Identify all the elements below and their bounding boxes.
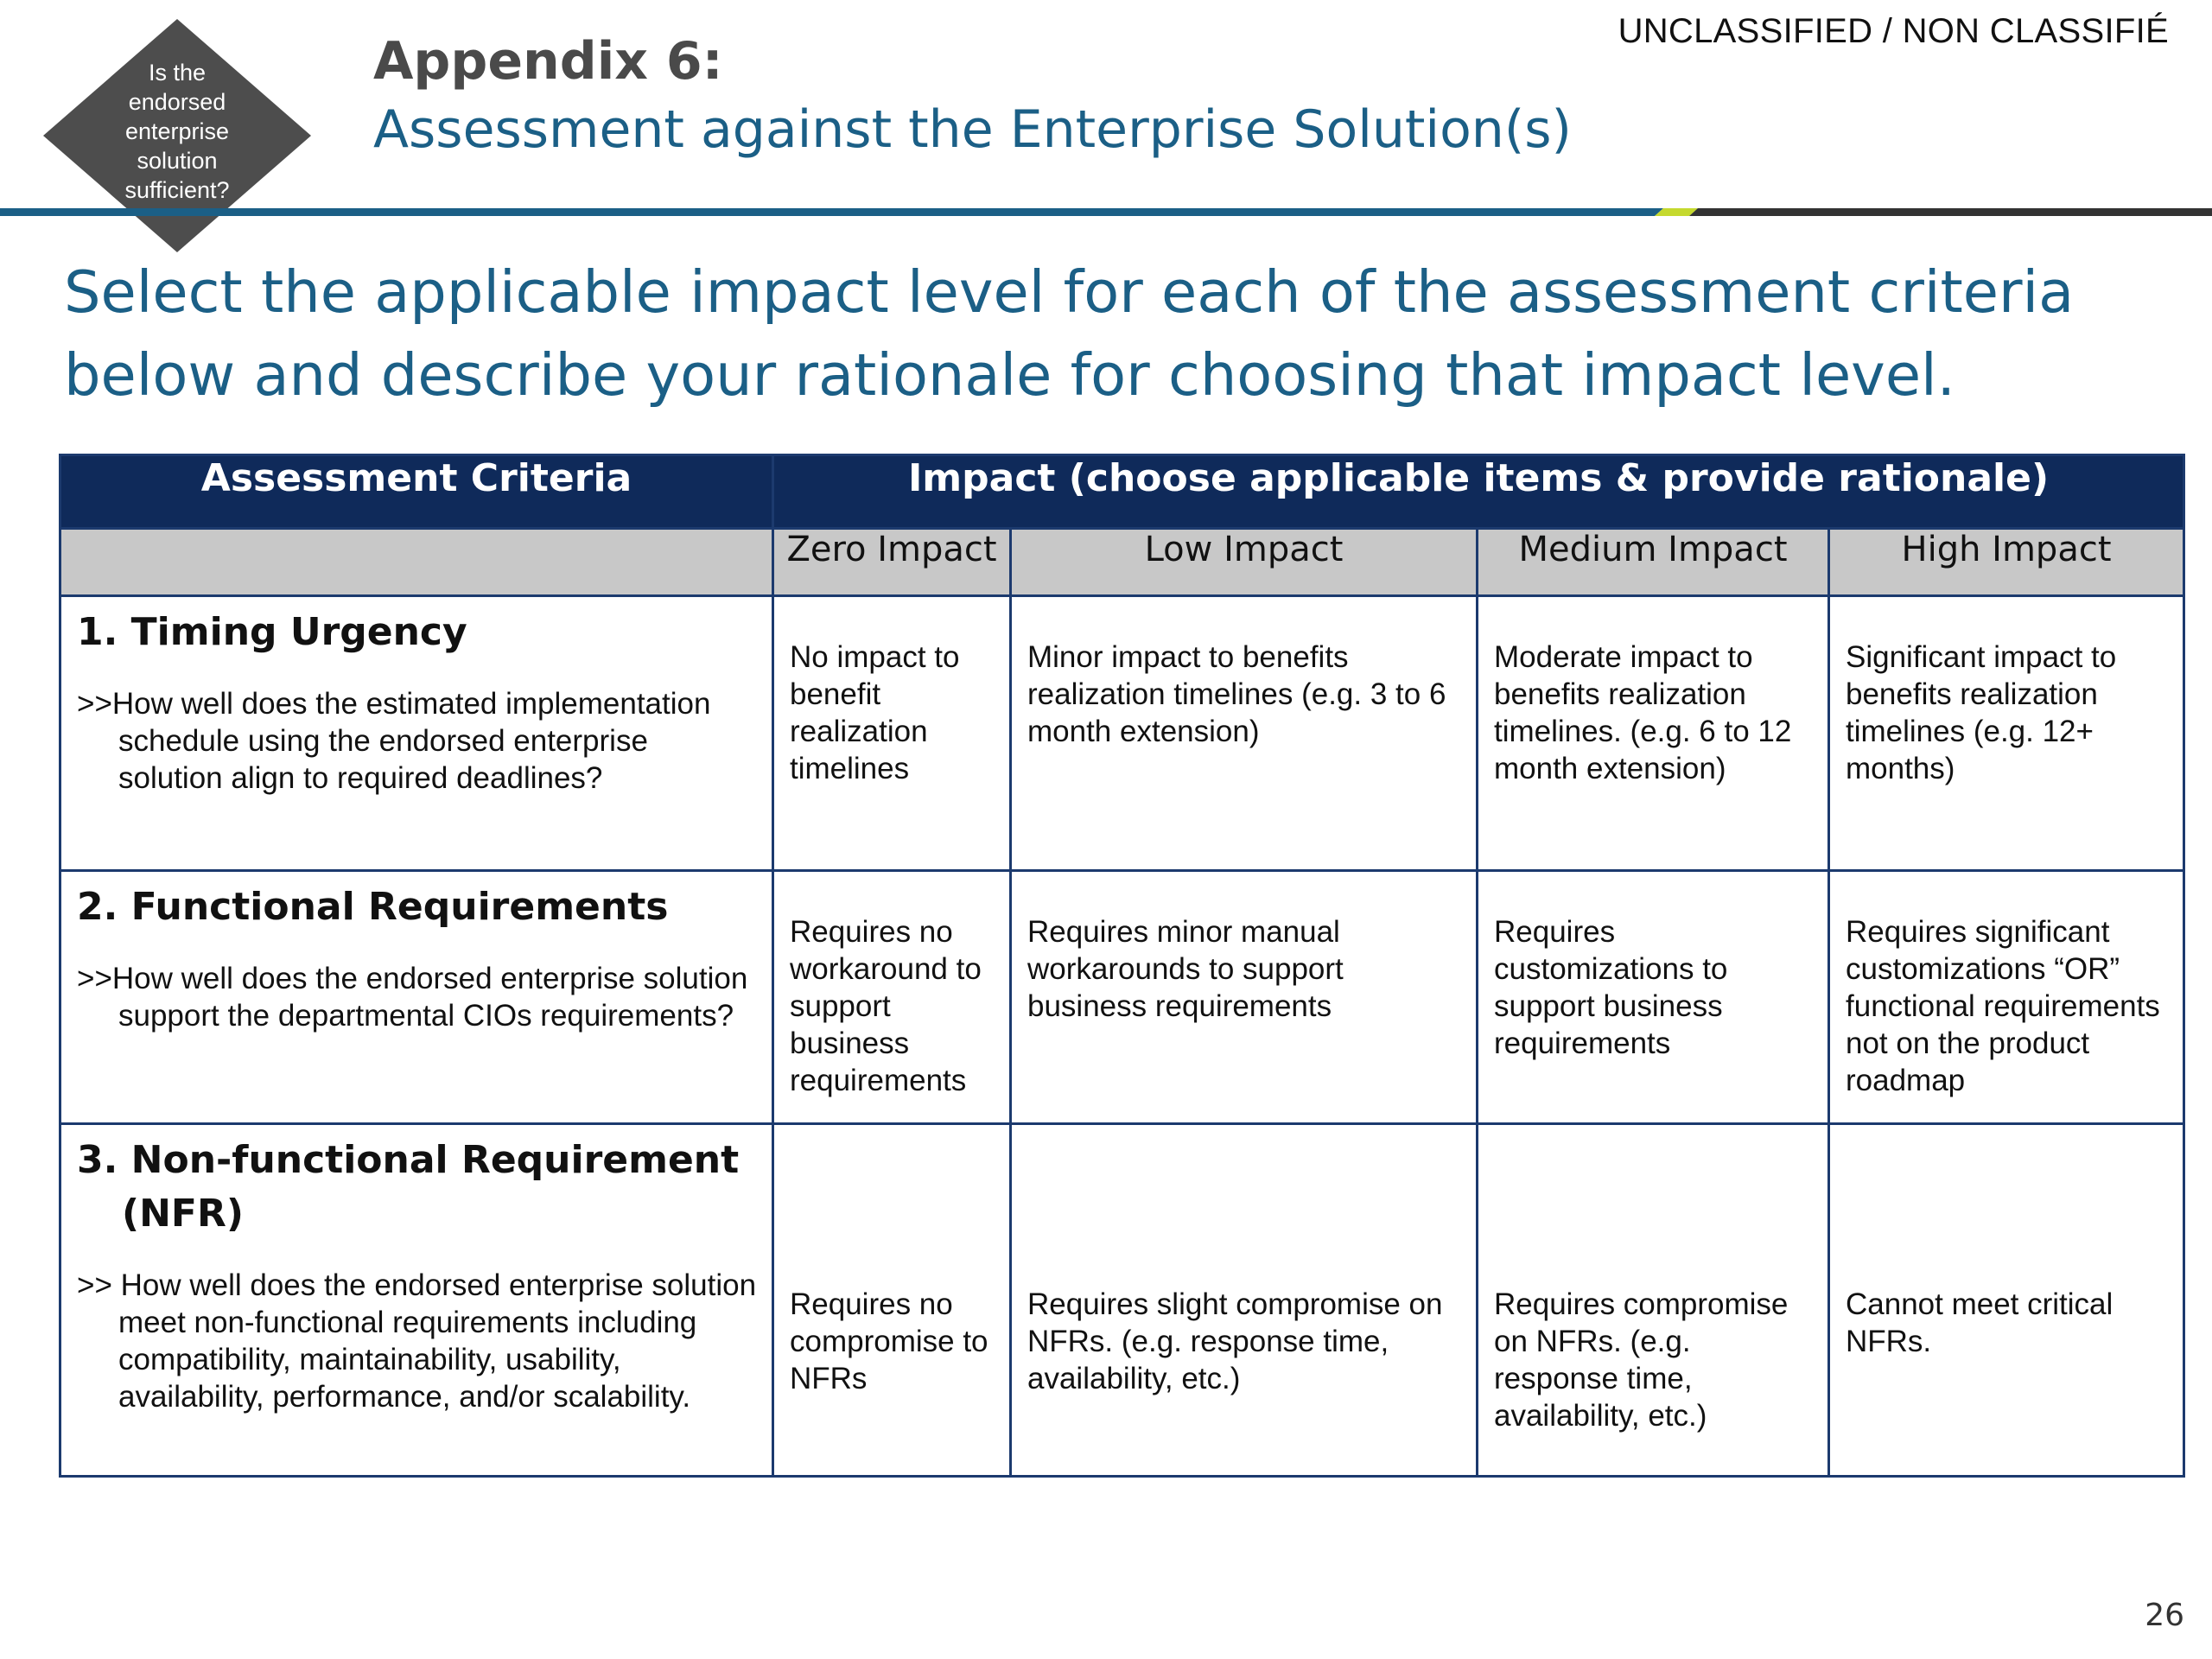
impact-medium-cell: Requires compromise on NFRs. (e.g. response time, availability, etc.) bbox=[1478, 1124, 1829, 1477]
criterion-cell bbox=[60, 871, 773, 1124]
impact-high-cell: Requires significant customizations “OR” functional requirements not on the product roadmap bbox=[1829, 871, 2184, 1124]
criterion-question: >>How well does the endorsed enterprise solution support the departmental CIOs requirements? bbox=[77, 962, 748, 1033]
impact-zero-cell: Requires no compromise to NFRs bbox=[773, 1124, 1011, 1477]
criterion-number: 2. bbox=[77, 885, 118, 929]
criterion-name: Functional Requirements bbox=[130, 885, 669, 929]
criterion-cell bbox=[60, 1124, 773, 1477]
criterion-question: >> How well does the endorsed enterprise solution meet non-functional requirements including compatibility, maintainability, usability, availability, performance, and/or scalability. bbox=[77, 1268, 757, 1414]
impact-medium-cell: Requires customizations to support business requirements bbox=[1478, 871, 1829, 1124]
header-rule bbox=[0, 204, 2212, 221]
impact-high-cell: Cannot meet critical NFRs. bbox=[1829, 1124, 2184, 1477]
diamond-line: sufficient? bbox=[124, 177, 230, 203]
impact-zero-cell: Requires no workaround to support business requirements bbox=[773, 871, 1011, 1124]
impact-low-cell: Requires minor manual workarounds to support business requirements bbox=[1011, 871, 1478, 1124]
diamond-text bbox=[43, 58, 311, 205]
header-assessment-criteria: Assessment Criteria bbox=[60, 455, 773, 529]
criterion-number: 3. bbox=[77, 1138, 118, 1182]
diamond-line: endorsed bbox=[128, 89, 226, 115]
impact-zero-cell: No impact to benefit realization timelines bbox=[773, 596, 1011, 871]
table-row bbox=[60, 1124, 2184, 1477]
impact-high-cell: Significant impact to benefits realization timelines (e.g. 12+ months) bbox=[1829, 596, 2184, 871]
level-zero: Zero Impact bbox=[773, 529, 1011, 596]
table-row bbox=[60, 871, 2184, 1124]
level-medium: Medium Impact bbox=[1478, 529, 1829, 596]
diamond-line: enterprise bbox=[124, 118, 230, 144]
criterion-title bbox=[77, 606, 758, 659]
level-low: Low Impact bbox=[1011, 529, 1478, 596]
diamond-line: Is the bbox=[148, 60, 207, 86]
instruction-text: Select the applicable impact level for each of the assessment criteria below and describe your rationale for choosing that impact level. bbox=[64, 258, 2075, 409]
criterion-cell bbox=[60, 596, 773, 871]
table-row bbox=[60, 596, 2184, 871]
level-high: High Impact bbox=[1829, 529, 2184, 596]
page-title: Appendix 6: bbox=[373, 31, 723, 92]
impact-low-cell: Minor impact to benefits realization timelines (e.g. 3 to 6 month extension) bbox=[1011, 596, 1478, 871]
impact-low-cell: Requires slight compromise on NFRs. (e.g. response time, availability, etc.) bbox=[1011, 1124, 1478, 1477]
criterion-name: Non-functional Requirement (NFR) bbox=[122, 1138, 740, 1236]
classification-label: UNCLASSIFIED / NON CLASSIFIÉ bbox=[1618, 12, 2169, 50]
table-header-row bbox=[60, 455, 2184, 529]
criterion-title bbox=[77, 880, 758, 934]
page-subtitle: Assessment against the Enterprise Solution(s) bbox=[373, 99, 1572, 160]
criterion-name: Timing Urgency bbox=[130, 610, 467, 654]
assessment-table bbox=[59, 454, 2185, 1478]
criterion-title bbox=[77, 1134, 758, 1241]
criterion-question: >>How well does the estimated implementation schedule using the endorsed enterprise solution align to required deadlines? bbox=[77, 687, 711, 795]
impact-levels-row bbox=[60, 529, 2184, 596]
empty-header-cell bbox=[60, 529, 773, 596]
diamond-line: solution bbox=[137, 148, 218, 174]
header-impact: Impact (choose applicable items & provide rationale) bbox=[773, 455, 2184, 529]
criterion-number: 1. bbox=[77, 610, 118, 654]
page-number: 26 bbox=[2145, 1598, 2184, 1633]
impact-medium-cell: Moderate impact to benefits realization timelines. (e.g. 6 to 12 month extension) bbox=[1478, 596, 1829, 871]
